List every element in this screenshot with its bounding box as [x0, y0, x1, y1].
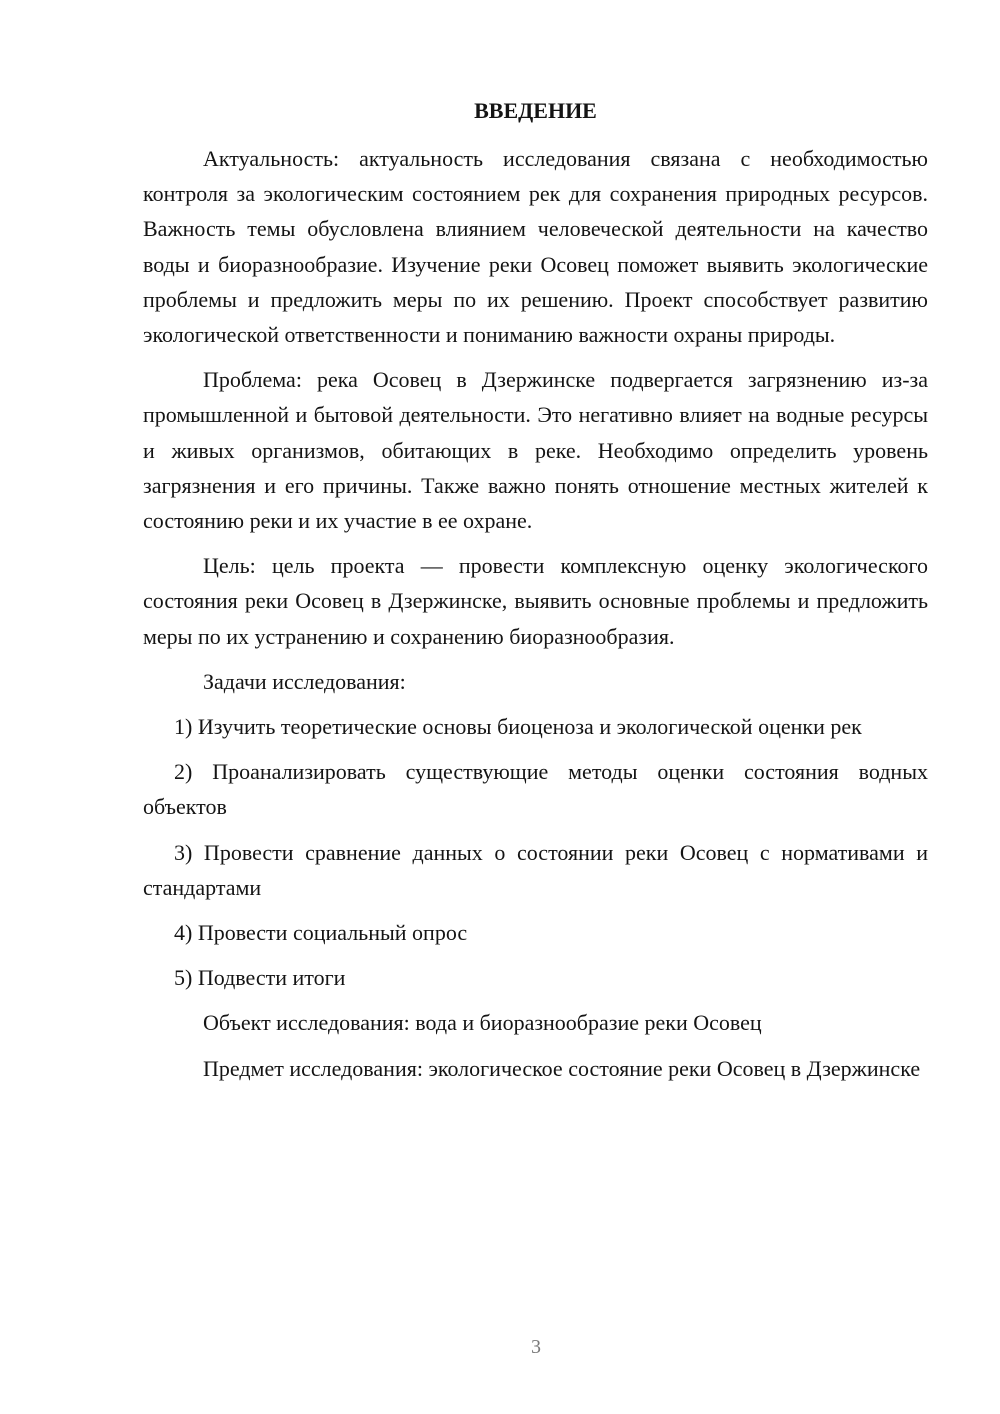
- tasks-title: Задачи исследования:: [203, 668, 406, 694]
- document-body: [143, 141, 928, 1096]
- paragraph-relevance: Актуальность: актуальность исследования связана с необходимостью контроля за экологическим состоянием рек для сохранения природных ресурсов. Важность темы обусловлена влиянием человеческой деятельности на качество воды и биоразнообразие. Изучение реки Осовец поможет выявить экологические проблемы и предложить меры по их решению. Проект способствует развитию экологической ответственности и пониманию важности охраны природы.: [143, 146, 928, 348]
- paragraph-subject: Предмет исследования: экологическое состояние реки Осовец в Дзержинске: [203, 1055, 921, 1081]
- task-item-3: 3) Провести сравнение данных о состоянии реки Осовец с нормативами и стандартами: [143, 839, 928, 900]
- section-heading: ВВЕДЕНИЕ: [474, 98, 597, 123]
- task-item-2: 2) Проанализировать существующие методы оценки состояния водных объектов: [143, 759, 928, 820]
- paragraph-problem: Проблема: река Осовец в Дзержинске подвергается загрязнению из-за промышленной и бытовой деятельности. Это негативно влияет на водные ресурсы и живых организмов, обитающих в реке. Необходимо определить уровень загрязнения и его причины. Также важно понять отношение местных жителей к состоянию реки и их участие в ее охране.: [143, 367, 928, 534]
- task-item-4: 4) Провести социальный опрос: [174, 920, 468, 946]
- task-item-5: 5) Подвести итоги: [174, 965, 346, 991]
- page-number: 3: [531, 1336, 541, 1358]
- task-item-1: 1) Изучить теоретические основы биоценоза и экологической оценки рек: [174, 714, 862, 740]
- paragraph-object: Объект исследования: вода и биоразнообразие реки Осовец: [203, 1010, 762, 1036]
- paragraph-goal: Цель: цель проекта — провести комплексную оценку экологического состояния реки Осовец в Дзержинске, выявить основные проблемы и предложить меры по их устранению и сохранению биоразнообразия.: [143, 553, 928, 649]
